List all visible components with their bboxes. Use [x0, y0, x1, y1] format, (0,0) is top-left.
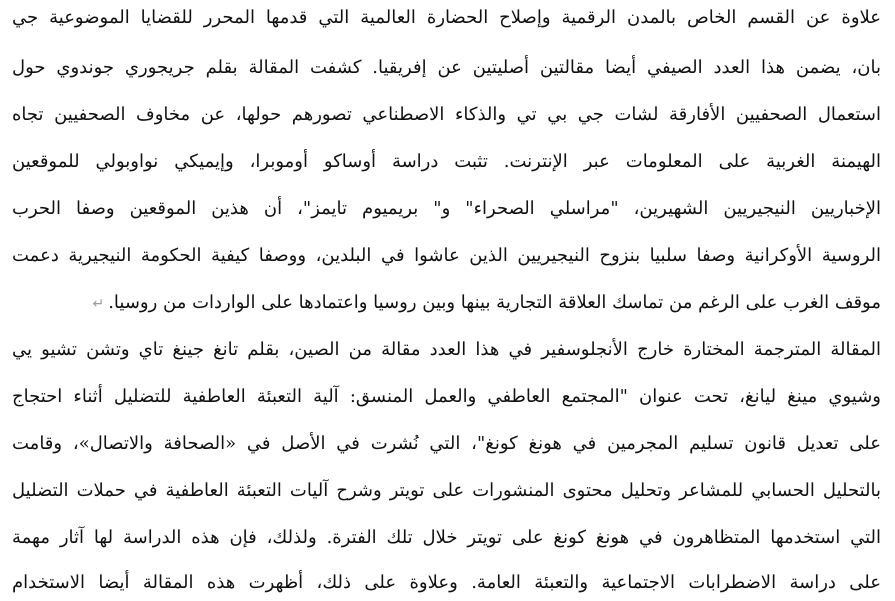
text-line-4: الهيمنة الغربية على المعلومات عبر الإنترنت. تثبت دراسة أوساكو أوموبرا، وإيميكي نواوبولي للموقعين: [12, 151, 881, 172]
text-line-7-content: موقف الغرب على الرغم من تماسك العلاقة التجارية بينها وبين روسيا واعتمادها على الواردات من روسيا.: [108, 292, 881, 313]
text-line-2: بان، يضمن هذا العدد الصيفي أيضا مقالتين أصليتين عن إفريقيا. كشفت المقالة بقلم جريجوري جوندوي حول: [12, 57, 881, 78]
text-line-8: المقالة المترجمة المختارة خارج الأنجلوسفير في هذا العدد مقالة من الصين، بقلم تانغ جينغ تاي وتشن تشيو يي: [12, 339, 881, 360]
text-line-11: بالتحليل الحسابي للمشاعر وتحليل محتوى المنشورات على تويتر وشرح آليات التعبئة العاطفية في حملات التضليل: [12, 480, 881, 501]
text-line-10: على تعديل قانون تسليم المجرمين في هونغ كونغ"، التي نُشرت في الأصل في «الصحافة والاتصال»، وقامت: [12, 433, 881, 454]
text-line-3: استعمال الصحفيين الأفارقة لشات جي بي تي والذكاء الاصطناعي تصورهم حولها، عن مخاوف الصحفيين تجاه: [12, 104, 881, 125]
document-page: [12, 0, 881, 598]
text-line-1: علاوة عن القسم الخاص بالمدن الرقمية وإصلاح الحضارة العالمية التي قدمها المحرر للقضايا الموضوعية جي: [12, 7, 881, 28]
text-line-9: وشيوي مينغ ليانغ، تحت عنوان "المجتمع العاطفي والعمل المنسق: آلية التعبئة العاطفية للتضليل أثناء احتجاج: [12, 386, 881, 407]
text-line-7: [12, 285, 881, 321]
text-line-12: التي استخدمها المتظاهرون في هونغ كونغ على تويتر خلال تلك الفترة. ولذلك، فإن هذه الدراسة لها آثار مهمة: [12, 527, 881, 548]
paragraph-mark-icon: ↵: [92, 296, 105, 312]
text-line-5: الإخباريين النيجيريين الشهيرين، "مراسلي الصحراء" و" بريميوم تايمز"، أن هذين الموقعين وصفا الحرب: [12, 198, 881, 219]
text-line-6: الروسية الأوكرانية وصفا سلبيا بنزوح النيجيريين الذين عاشوا في البلدين، ووصفا كيفية الحكومة النيجيرية دعمت: [12, 245, 881, 266]
text-line-13: على دراسة الاضطرابات الاجتماعية والتعبئة العامة. وعلاوة على ذلك، أظهرت هذه المقالة أيضا الاستخدام: [12, 572, 881, 593]
